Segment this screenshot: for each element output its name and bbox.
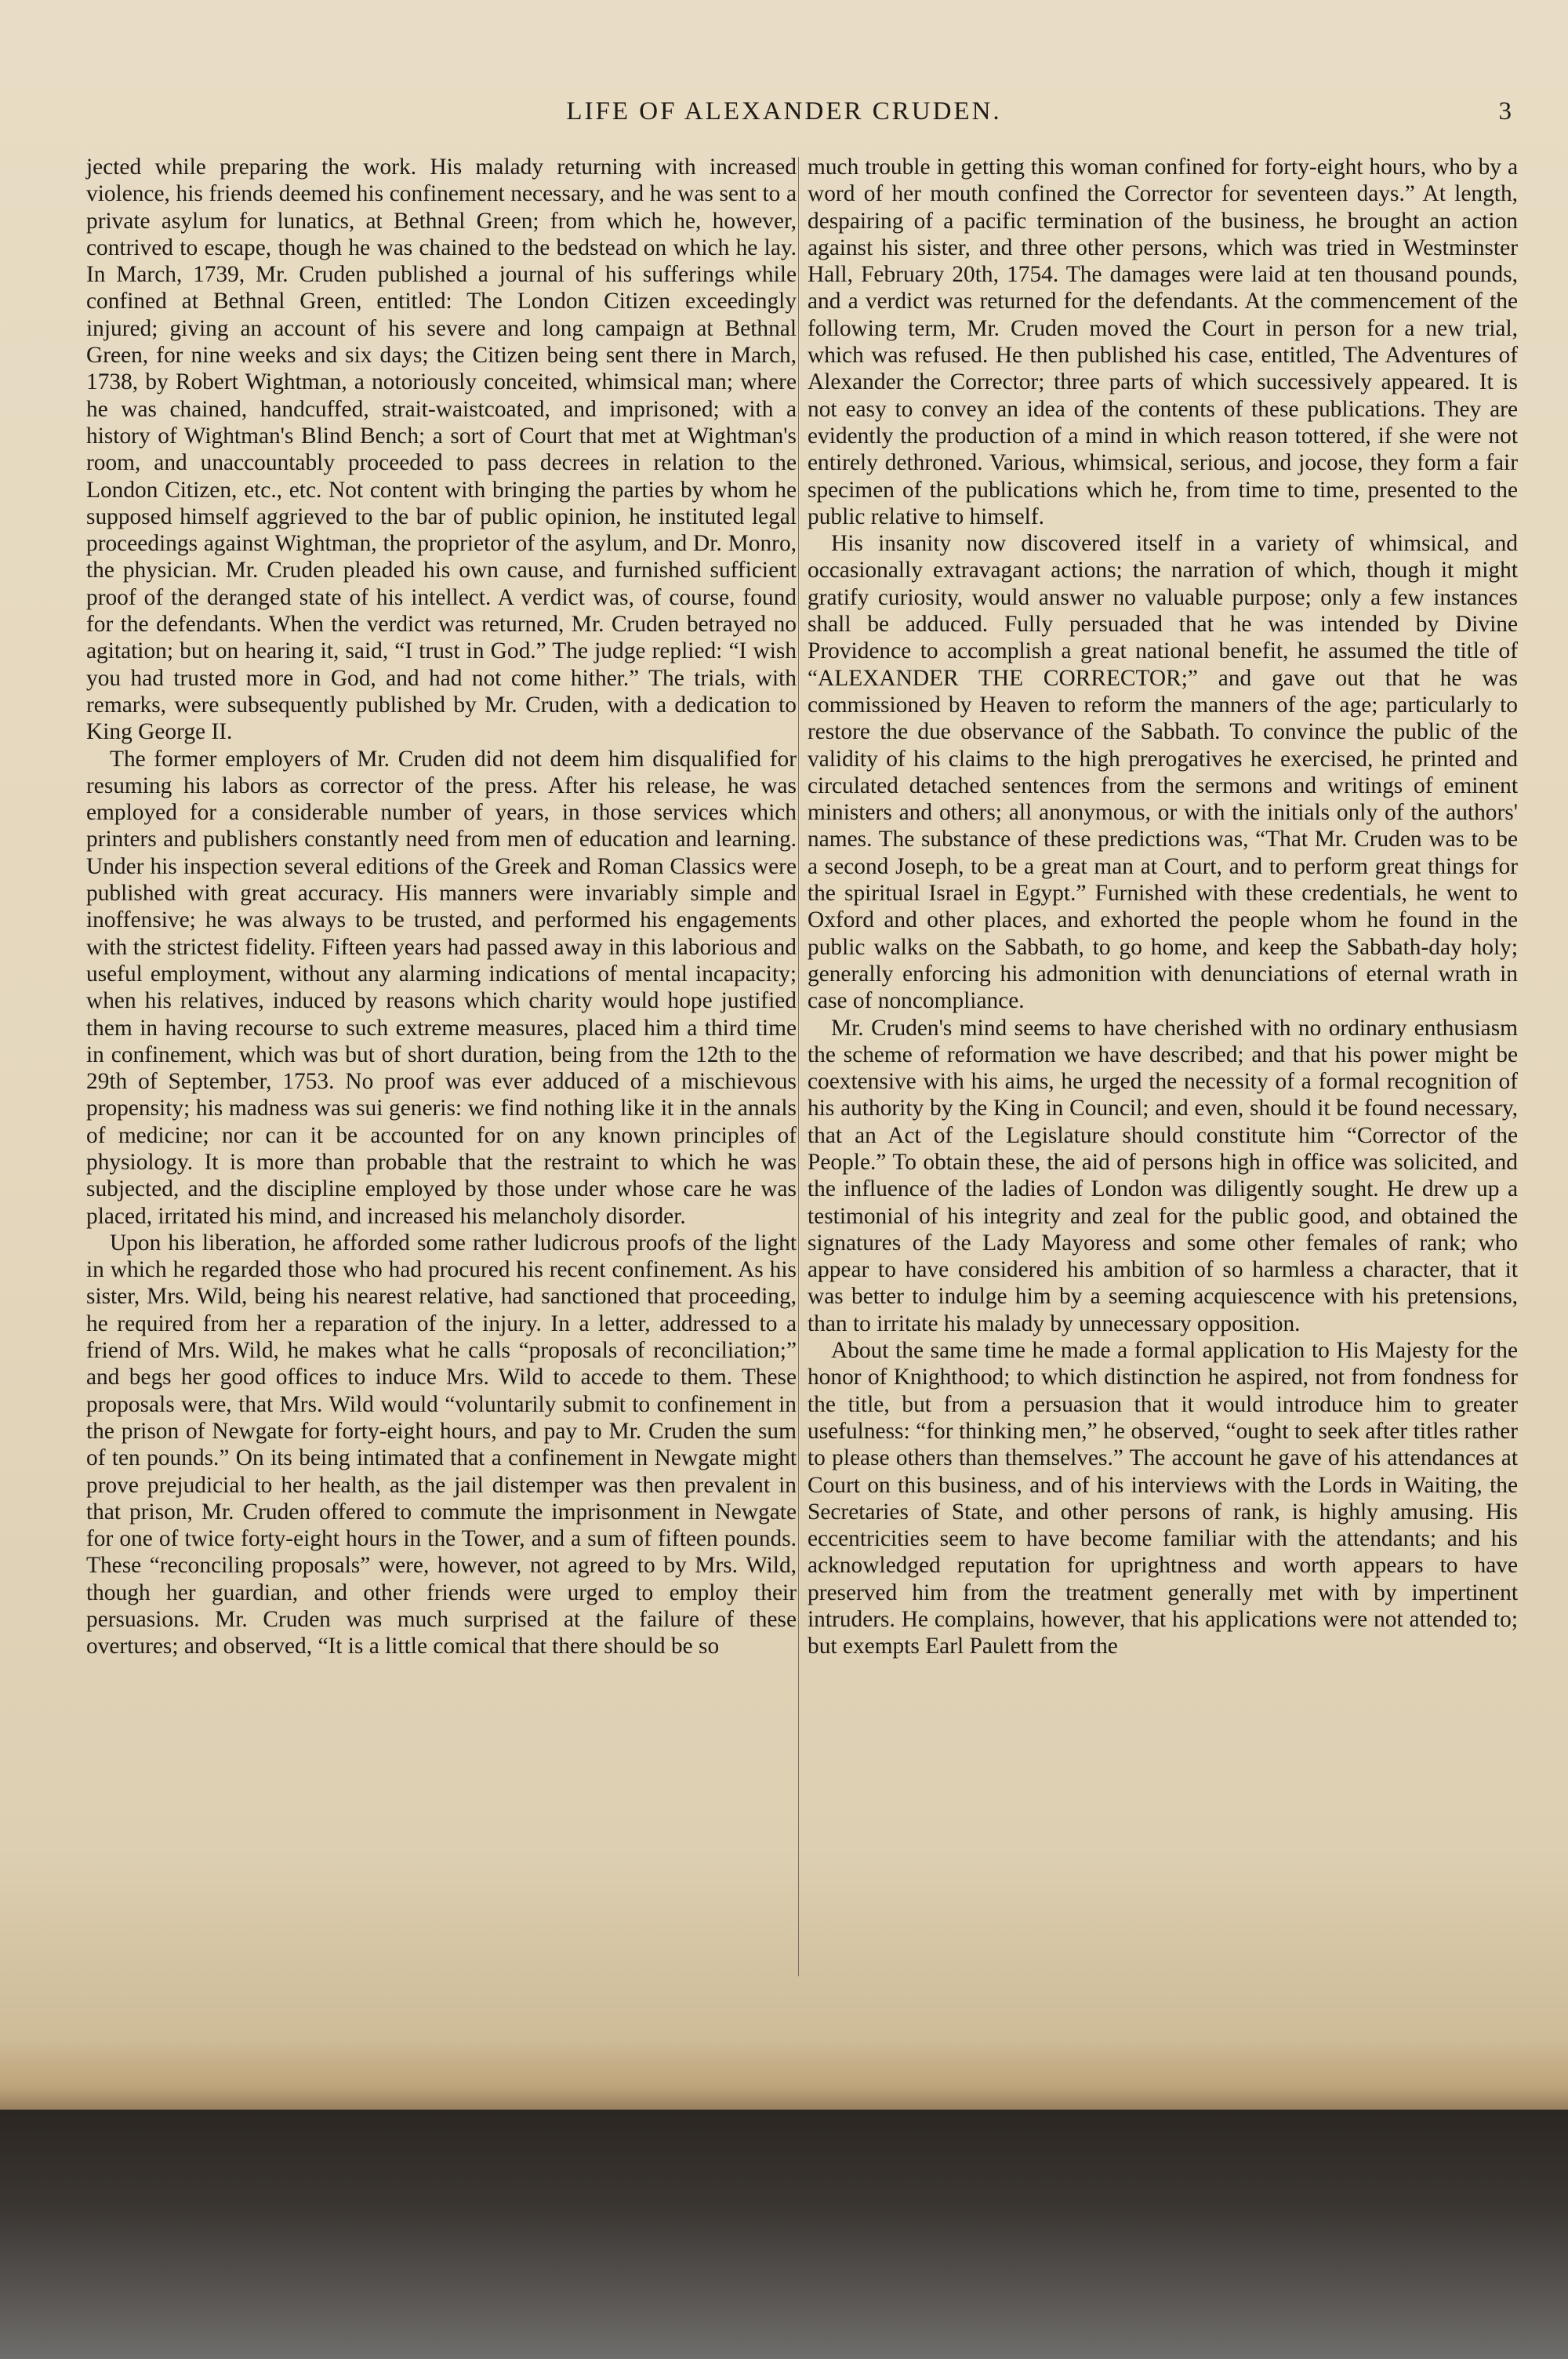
page-bottom-edge <box>0 2039 1568 2117</box>
column-divider <box>798 157 799 1976</box>
paragraph: The former employers of Mr. Cruden did not deem him disqualified for resuming his labors as corrector of the press. After his release, he was employed for a considerable number of years, in those services which printers and publishers constantly need from men of education and learning. Under his inspection several editions of the Greek and Roman Classics were published with great accuracy. His manners were invariably simple and inoffensive; he was always to be trusted, and performed his engagements with the strictest fidelity. Fifteen years had passed away in this laborious and useful employment, without any alarming indications of mental incapacity; when his relatives, induced by reasons which charity would hope justified them in having recourse to such extreme measures, placed him a third time in confinement, which was but of short duration, being from the 12th to the 29th of September, 1753. No proof was ever adduced of a mischievous propensity; his madness was sui generis: we find nothing like it in the annals of medicine; nor can it be accounted for on any known principles of physiology. It is more than probable that the restraint to which he was subjected, and the discipline employed by those under whose care he was placed, irritated his mind, and increased his melancholy disorder. <box>86 746 797 1229</box>
page-number: 3 <box>1498 97 1512 125</box>
right-column <box>808 154 1518 1660</box>
paragraph: About the same time he made a formal application to His Majesty for the honor of Knighthood; to which distinction he aspired, not from fondness for the title, but from a persuasion that it would introduce him to greater usefulness: “for thinking men,” he observed, “ought to seek after titles rather to please others than themselves.” The account he gave of his attendances at Court on this business, and of his interviews with the Lords in Waiting, the Secretaries of State, and other persons of rank, is highly amusing. His eccentricities seem to have become familiar with the attendants; and his acknowledged reputation for uprightness and worth appears to have preserved him from the treatment generally met with by impertinent intruders. He complains, however, that his applications were not attended to; but exempts Earl Paulett from the <box>808 1338 1518 1659</box>
paragraph: much trouble in getting this woman confined for forty-eight hours, who by a word of her mouth confined the Corrector for seventeen days.” At length, despairing of a pacific termination of the business, he brought an action against his sister, and three other persons, which was tried in Westminster Hall, February 20th, 1754. The damages were laid at ten thousand pounds, and a verdict was returned for the defendants. At the commencement of the following term, Mr. Cruden moved the Court in person for a new trial, which was refused. He then published his case, entitled, The Adventures of Alexander the Corrector; three parts of which successively appeared. It is not easy to convey an idea of the contents of these publications. They are evidently the production of a mind in which reason tottered, if she were not entirely dethroned. Various, whimsical, serious, and jocose, they form a fair specimen of the publications which he, from time to time, presented to the public relative to himself. <box>808 154 1518 529</box>
paragraph: Upon his liberation, he afforded some rather ludicrous proofs of the light in which he regarded those who had procured his recent confinement. As his sister, Mrs. Wild, being his nearest relative, had sanctioned that proceeding, he required from her a reparation of the injury. In a letter, addressed to a friend of Mrs. Wild, he makes what he calls “proposals of reconciliation;” and begs her good offices to induce Mrs. Wild to accede to them. These proposals were, that Mrs. Wild would “voluntarily submit to confinement in the prison of Newgate for forty-eight hours, and pay to Mr. Cruden the sum of ten pounds.” On its being intimated that a confinement in Newgate might prove prejudicial to her health, as the jail distemper was then prevalent in that prison, Mr. Cruden offered to commute the imprisonment in Newgate for one of twice forty-eight hours in the Tower, and a sum of fifteen pounds. These “reconciling proposals” were, however, not agreed to by Mrs. Wild, though her guardian, and other friends were urged to employ their persuasions. Mr. Cruden was much surprised at the failure of these overtures; and observed, “It is a little comical that there should be so <box>86 1230 797 1659</box>
running-head <box>0 94 1568 133</box>
running-title: LIFE OF ALEXANDER CRUDEN. <box>566 97 1002 125</box>
left-column <box>86 154 797 1660</box>
paragraph: jected while preparing the work. His malady returning with increased violence, his friends deemed his confinement necessary, and he was sent to a private asylum for lunatics, at Bethnal Green; from which he, however, contrived to escape, though he was chained to the bedstead on which he lay. In March, 1739, Mr. Cruden published a journal of his sufferings while confined at Bethnal Green, entitled: The London Citizen exceedingly injured; giving an account of his severe and long campaign at Bethnal Green, for nine weeks and six days; the Citizen being sent there in March, 1738, by Robert Wightman, a notoriously conceited, whimsical man; where he was chained, handcuffed, strait-waistcoated, and imprisoned; with a history of Wightman's Blind Bench; a sort of Court that met at Wightman's room, and unaccountably proceeded to pass decrees in relation to the London Citizen, etc., etc. Not content with bringing the parties by whom he supposed himself aggrieved to the bar of public opinion, he instituted legal proceedings against Wightman, the proprietor of the asylum, and Dr. Monro, the physician. Mr. Cruden pleaded his own cause, and furnished sufficient proof of the deranged state of his intellect. A verdict was, of course, found for the defendants. When the verdict was returned, Mr. Cruden betrayed no agitation; but on hearing it, said, “I trust in God.” The judge replied: “I wish you had trusted more in God, and had not come hither.” The trials, with remarks, were subsequently published by Mr. Cruden, with a dedication to King George II. <box>86 154 797 745</box>
book-binding-background <box>0 2110 1568 2359</box>
paragraph: Mr. Cruden's mind seems to have cherished with no ordinary enthusiasm the scheme of reformation we have described; and that his power might be coextensive with his aims, he urged the necessity of a formal recognition of his authority by the King in Council; and even, should it be found necessary, that an Act of the Legislature should constitute him “Corrector of the People.” To obtain these, the aid of persons high in office was solicited, and the influence of the ladies of London was diligently sought. He drew up a testimonial of his integrity and zeal for the public good, and obtained the signatures of the Lady Mayoress and some other females of rank; who appear to have considered his ambition of so harmless a character, that it was better to indulge him by a seeming acquiescence with his pretensions, than to irritate his malady by unnecessary opposition. <box>808 1015 1518 1336</box>
paragraph: His insanity now discovered itself in a variety of whimsical, and occasionally extravagant actions; the narration of which, though it might gratify curiosity, would answer no valuable purpose; only a few instances shall be adduced. Fully persuaded that he was intended by Divine Providence to accomplish a great national benefit, he assumed the title of “ALEXANDER THE CORRECTOR;” and gave out that he was commissioned by Heaven to reform the manners of the age; particularly to restore the due observance of the Sabbath. To convince the public of the validity of his claims to the high prerogatives he exercised, he printed and circulated detached sentences from the sermons and writings of eminent ministers and others; all anonymous, or with the initials only of the authors' names. The substance of these predictions was, “That Mr. Cruden was to be a second Joseph, to be a great man at Court, and to perform great things for the spiritual Israel in Egypt.” Furnished with these credentials, he went to Oxford and other places, and exhorted the people whom he found in the public walks on the Sabbath, to go home, and keep the Sabbath-day holy; generally enforcing his admonition with denunciations of eternal wrath in case of noncompliance. <box>808 531 1518 1014</box>
